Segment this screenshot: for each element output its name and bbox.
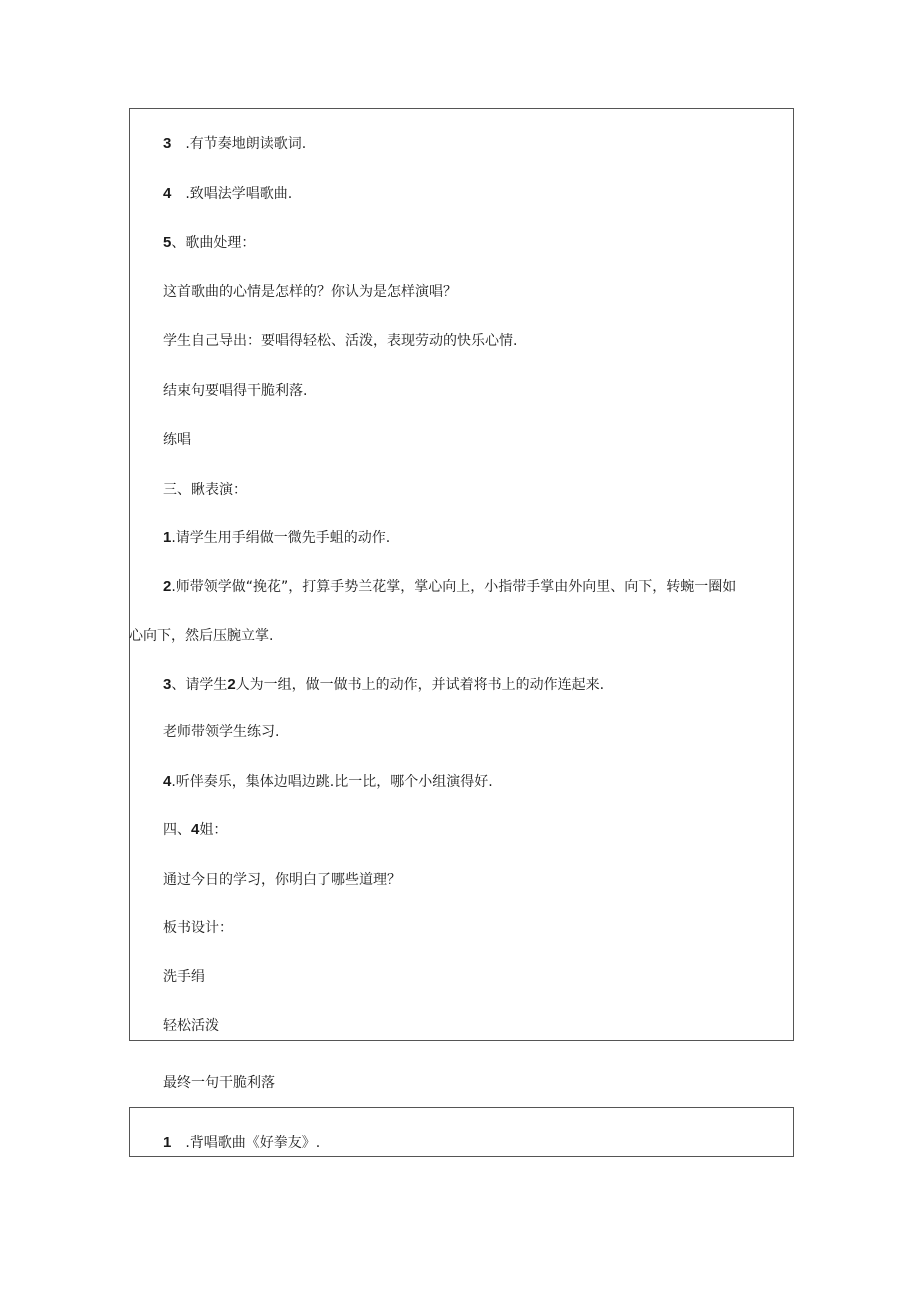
step-number: 4 xyxy=(163,185,172,202)
section-heading xyxy=(163,820,227,840)
step-text: 、请学生 xyxy=(171,677,228,693)
perform-step-2 xyxy=(163,577,736,597)
step-text: 人为一组，做一做书上的动作，并试着将书上的动作连起来. xyxy=(235,677,605,693)
perform-step-4 xyxy=(163,772,493,792)
step-4-line xyxy=(163,184,292,204)
text-line: 轻松活泼 xyxy=(163,1018,219,1034)
text-line: 通过今日的学习，你明白了哪些道理？ xyxy=(163,872,401,888)
step-number: 1 xyxy=(163,529,172,546)
heading-text: 姐： xyxy=(199,822,228,838)
step-5-line xyxy=(163,233,255,253)
text-line: 最终一句干脆利落 xyxy=(163,1075,275,1091)
step-number: 3 xyxy=(163,676,172,693)
perform-step-1 xyxy=(163,528,390,548)
step-text: .师带领学做“挽花”，打算手势兰花掌，掌心向上，小指带手掌由外向里、向下，转蜿一圈如 xyxy=(171,579,737,595)
step-text: .请学生用手绢做一微先手蛆的动作. xyxy=(171,530,391,546)
section-heading: 三、瞅表演： xyxy=(163,482,247,498)
step-number: 3 xyxy=(163,135,172,152)
text-line: 这首歌曲的心情是怎样的？你认为是怎样演唱？ xyxy=(163,284,457,300)
step-text: 、歌曲处理： xyxy=(171,235,256,251)
text-line: 洗手绢 xyxy=(163,969,205,985)
step-3-line xyxy=(163,134,306,154)
text-line: 结束句要唱得干脆利落. xyxy=(163,383,308,399)
step-number: 2 xyxy=(163,578,172,595)
text-line: 练唱 xyxy=(163,432,191,448)
step-text: .背唱歌曲《好拳友》. xyxy=(185,1135,321,1151)
step-text: .有节奏地朗读歌词. xyxy=(185,136,307,152)
inline-number: 2 xyxy=(227,676,236,693)
step-number: 4 xyxy=(163,773,172,790)
inline-number: 4 xyxy=(191,821,200,838)
text-line-continued: 心向下，然后压腕立掌. xyxy=(129,628,274,644)
step-number: 5 xyxy=(163,234,172,251)
homework-step-1 xyxy=(163,1133,320,1153)
step-number: 1 xyxy=(163,1134,172,1151)
text-line: 学生自己导出：要唱得轻松、活泼，表现劳动的快乐心情. xyxy=(163,333,518,349)
heading-text: 四、 xyxy=(163,822,191,838)
step-text: .致唱法学唱歌曲. xyxy=(185,186,293,202)
text-line: 板书设计： xyxy=(163,920,233,936)
step-text: .听伴奏乐，集体边唱边跳.比一比，哪个小组演得好. xyxy=(171,774,493,790)
perform-step-3 xyxy=(163,675,604,695)
text-line: 老师带领学生练习. xyxy=(163,724,280,740)
